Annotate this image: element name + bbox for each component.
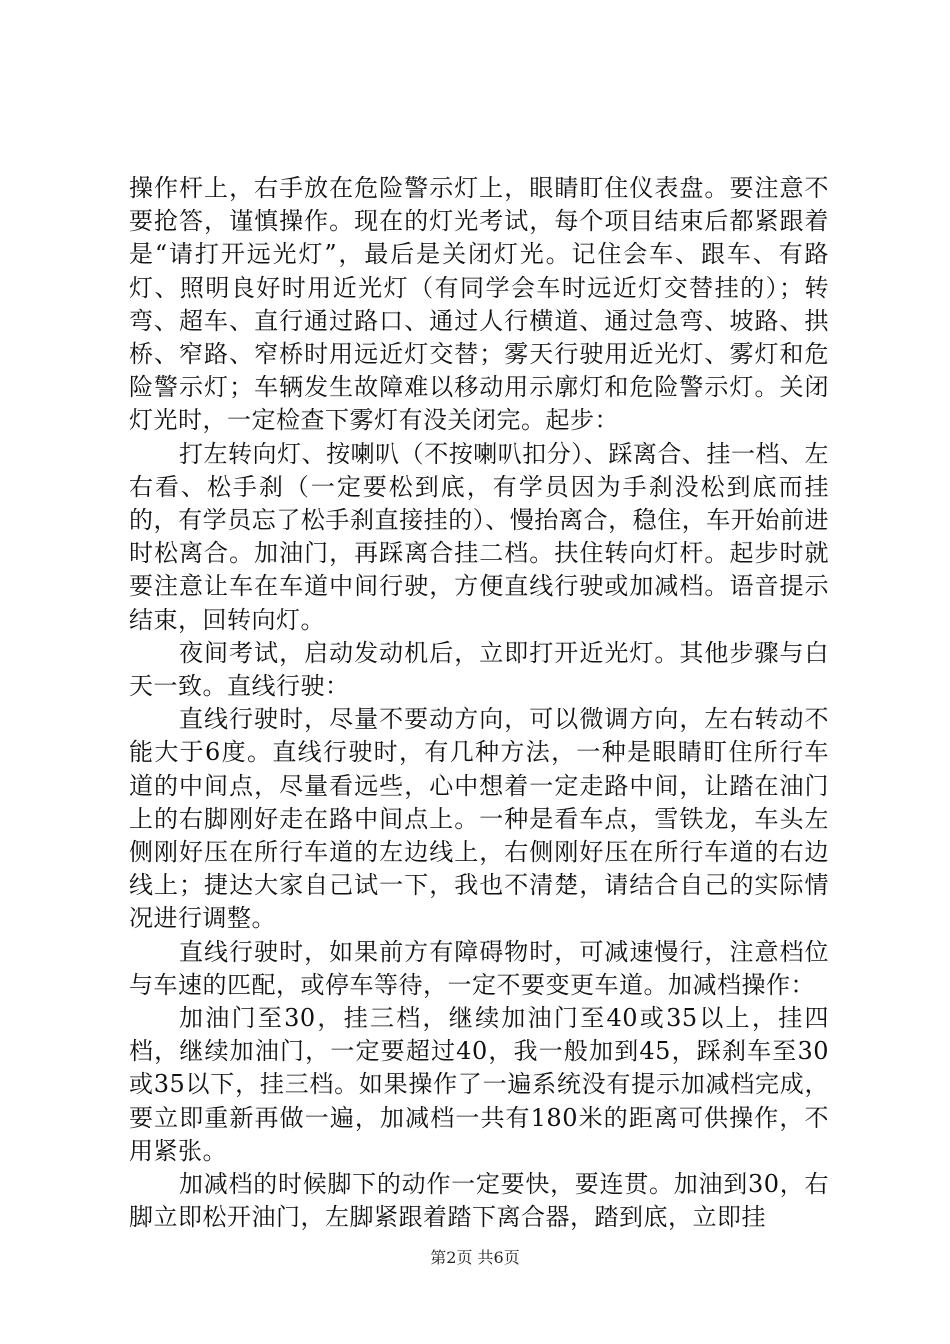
- paragraph-6: 加油门至30，挂三档，继续加油门至40或35以上，挂四档，继续加油门，一定要超过40，我一般加到45，踩刹车至30或35以下，挂三档。如果操作了一遍系统没有提示加减档完成，要立即重新再做一遍，加减档一共有180米的距离可供操作，不用紧张。: [129, 1004, 829, 1165]
- paragraph-2: 打左转向灯、按喇叭（不按喇叭扣分）、踩离合、挂一档、左右看、松手刹（一定要松到底，有学员因为手刹没松到底而挂的，有学员忘了松手刹直接挂的）、慢抬离合，稳住，车开始前进时松离合。加油门，再踩离合挂二档。扶住转向灯杆。起步时就要注意让车在车道中间行驶，方便直线行驶或加减档。语音提示结束，回转向灯。: [129, 439, 829, 634]
- document-body: [129, 172, 829, 1235]
- page-number-label: 第2页 共6页: [430, 1248, 520, 1267]
- paragraph-5: 直线行驶时，如果前方有障碍物时，可减速慢行，注意档位与车速的匹配，或停车等待，一定不要变更车道。加减档操作：: [129, 937, 829, 999]
- paragraph-3: 夜间考试，启动发动机后，立即打开近光灯。其他步骤与白天一致。直线行驶：: [129, 638, 829, 701]
- page-footer: [0, 1248, 950, 1268]
- paragraph-4: 直线行驶时，尽量不要动方向，可以微调方向，左右转动不能大于6度。直线行驶时，有几种方法，一种是眼睛盯住所行车道的中间点，尽量看远些，心中想着一定走路中间，让踏在油门上的右脚刚好走在路中间点上。一种是看车点，雪铁龙，车头左侧刚好压在所行车道的左边线上，右侧刚好压在所行车道的右边线上；捷达大家自己试一下，我也不清楚，请结合自己的实际情况进行调整。: [129, 705, 829, 933]
- paragraph-1: 操作杆上，右手放在危险警示灯上，眼睛盯住仪表盘。要注意不要抢答，谨慎操作。现在的灯光考试，每个项目结束后都紧跟着是“请打开远光灯”，最后是关闭灯光。记住会车、跟车、有路灯、照明良好时用近光灯（有同学会车时远近灯交替挂的）；转弯、超车、直行通过路口、通过人行横道、通过急弯、坡路、拱桥、窄路、窄桥时用远近灯交替；雾天行驶用近光灯、雾灯和危险警示灯；车辆发生故障难以移动用示廓灯和危险警示灯。关闭灯光时，一定检查下雾灯有没关闭完。起步：: [129, 174, 829, 435]
- paragraph-7: 加减档的时候脚下的动作一定要快，要连贯。加油到30，右脚立即松开油门，左脚紧跟着踏下离合器，踏到底，立即挂: [129, 1170, 829, 1232]
